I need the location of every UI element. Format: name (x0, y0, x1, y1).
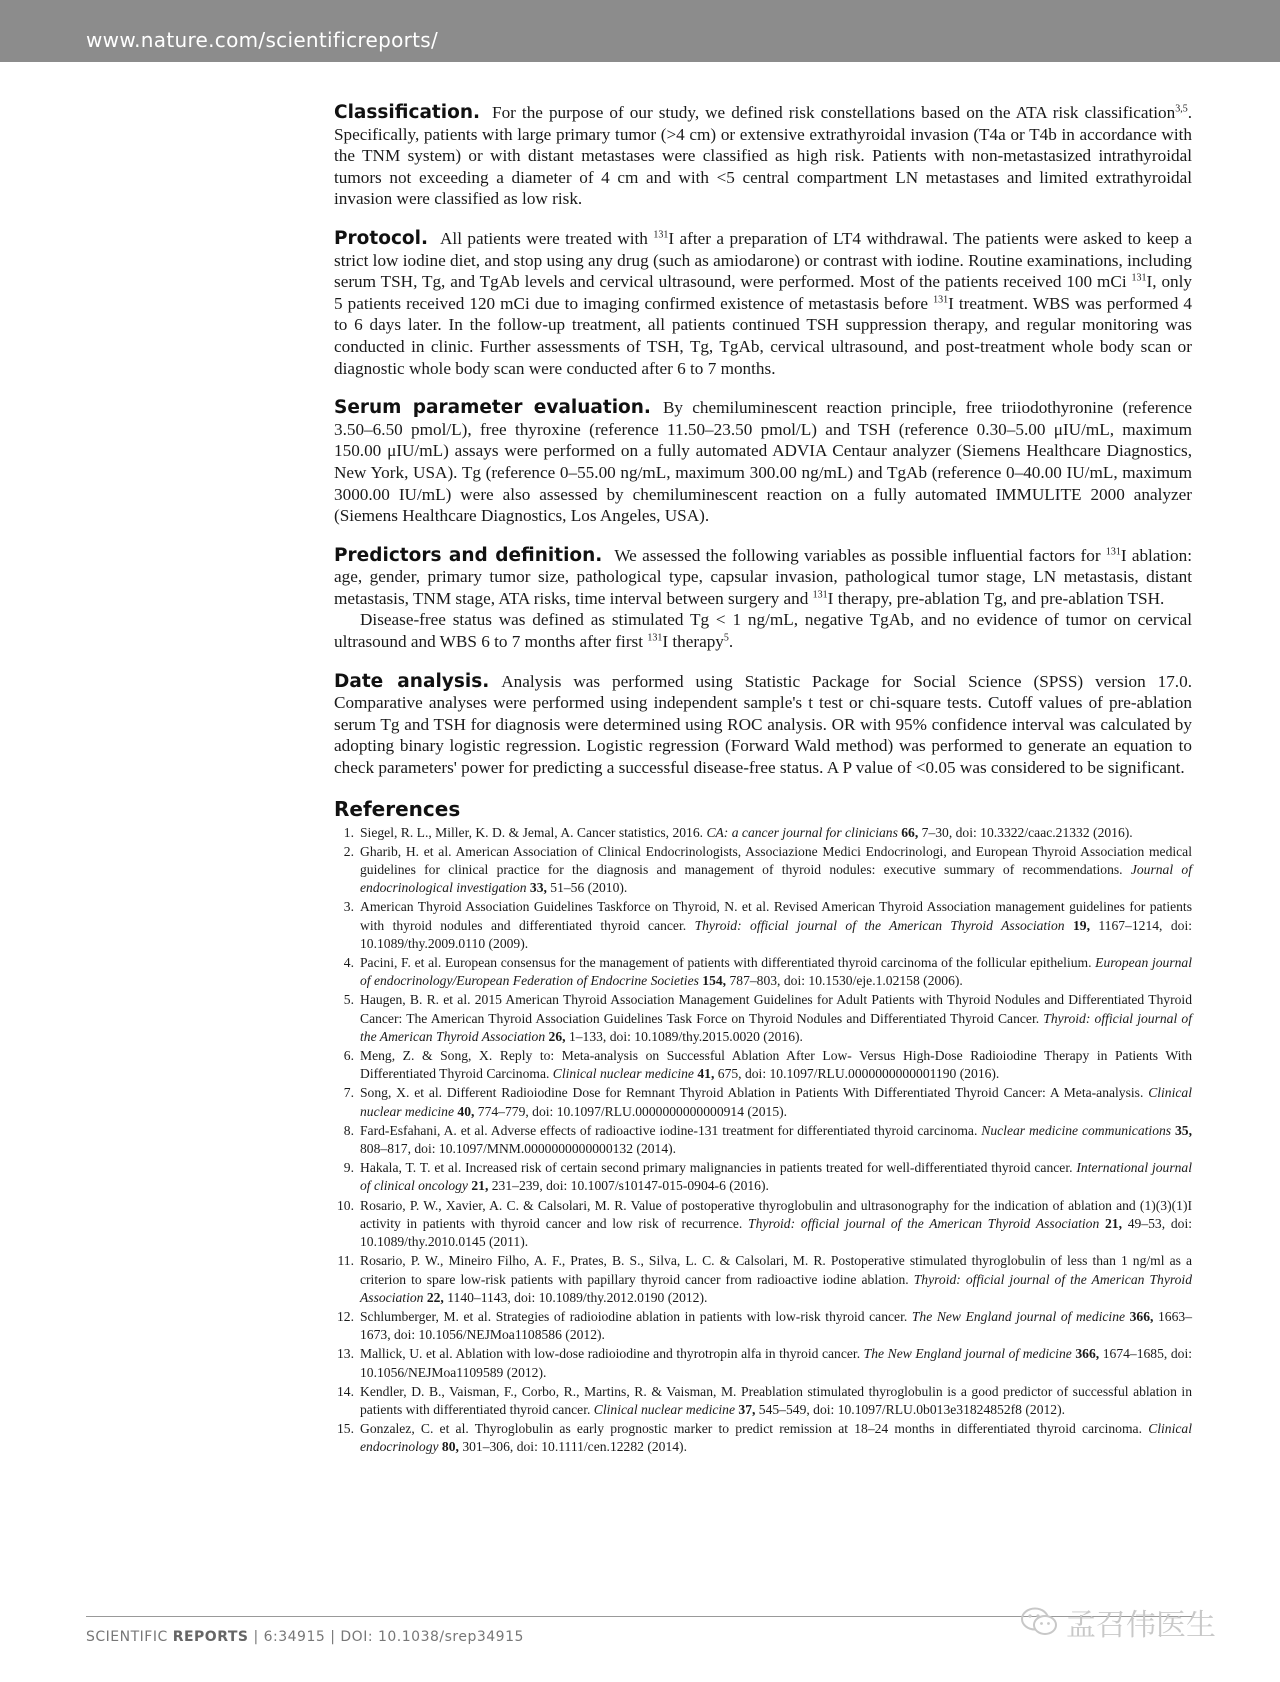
reference-item: 12. Schlumberger, M. et al. Strategies of radioiodine ablation in patients with low-risk thyroid cancer. The New England journal of medicine 366, 1663–1673, doi: 10.1056/NEJMoa1108586 (2012). (337, 1308, 1192, 1343)
section-predictors: Predictors and definition. We assessed the following variables as possible influential factors for $^{131}$I ablation: age, gender, primary tumor size, pathological type, capsular invasion, pathological tumor stage, LN metastasis, distant metastasis, TNM stage, ATA risks, time interval between surgery and $^{131}$I therapy, pre-ablation Tg, and pre-ablation TSH. Disease-free status was defined as stimulated Tg < 1 ng/mL, negative TgAb, and no evidence of tumor on cervical ultrasound and WBS 6 to 7 months after first $^{131}$I therapy$^5$. (334, 544, 1192, 652)
watermark (1020, 1600, 1216, 1644)
references-title: References (334, 796, 461, 821)
reference-item: 5. Haugen, B. R. et al. 2015 American Thyroid Association Management Guidelines for Adult Patients with Thyroid Nodules and Differentiated Thyroid Cancer: The American Thyroid Association Guidelines Task Force on Thyroid Nodules and Differentiated Thyroid Cancer. Thyroid: official journal of the American Thyroid Association 26, 1–133, doi: 10.1089/thy.2015.0020 (2016). (343, 992, 1192, 1044)
watermark-text: 孟召伟医生 (1066, 1608, 1216, 1643)
reference-list (334, 824, 1192, 1457)
reference-item: 6. Meng, Z. & Song, X. Reply to: Meta-analysis on Successful Ablation After Low- Versus High-Dose Radioiodine Therapy in Patients With Differentiated Thyroid Carcinoma. Clinical nuclear medicine 41, 675, doi: 10.1097/RLU.0000000000001190 (2016). (343, 1048, 1192, 1082)
footer: SCIENTIFIC REPORTS | 6:34915 | DOI: 10.1038/srep34915 (86, 1629, 524, 1645)
reference-item: 4. Pacini, F. et al. European consensus for the management of patients with differentiated thyroid carcinoma of the follicular epithelium. European journal of endocrinology/European Federation of Endocrine Societies 154, 787–803, doi: 10.1530/eje.1.02158 (2006). (343, 955, 1192, 989)
header-bar (0, 0, 1280, 62)
reference-item: 8. Fard-Esfahani, A. et al. Adverse effects of radioactive iodine-131 treatment for differentiated thyroid carcinoma. Nuclear medicine communications 35, 808–817, doi: 10.1097/MNM.0000000000000132 (2014). (343, 1122, 1193, 1157)
section-heading: Serum parameter evaluation. (334, 397, 651, 419)
reference-item: 3. American Thyroid Association Guidelines Taskforce on Thyroid, N. et al. Revised American Thyroid Association management guidelines for patients with thyroid nodules and differentiated thyroid cancer. Thyroid: official journal of the American Thyroid Association 19, 1167–1214, doi: 10.1089/thy.2009.0110 (2009). (343, 899, 1192, 951)
references-section (334, 797, 1192, 1457)
reference-item: 13. Mallick, U. et al. Ablation with low-dose radioiodine and thyrotropin alfa in thyroid cancer. The New England journal of medicine 366, 1674–1685, doi: 10.1056/NEJMoa1109589 (2012). (337, 1346, 1193, 1380)
section-classification: Classification. For the purpose of our study, we defined risk constellations based on the ATA risk classification$^{3,5}$. Specifically, patients with large primary tumor (>4 cm) or extensive extrathyroidal invasion (T4a or T4b in accordance with the TNM system) or with distant metastases were classified as high risk. Patients with non-metastasized intrathyroidal tumors not exceeding a diameter of 4 cm and with <5 central compartment LN metastases and limited extrathyroidal invasion were classified as low risk. (334, 102, 1192, 209)
reference-item: 11. Rosario, P. W., Mineiro Filho, A. F., Prates, B. S., Silva, L. C. & Calsolari, M. R. Postoperative stimulated thyroglobulin of less than 1 ng/ml as a criterion to spare low-risk patients with papillary thyroid cancer from radioactive iodine ablation. Thyroid: official journal of the American Thyroid Association 22, 1140–1143, doi: 10.1089/thy.2012.0190 (2012). (337, 1253, 1193, 1305)
section-heading: Predictors and definition. (334, 544, 603, 566)
reference-item: 15. Gonzalez, C. et al. Thyroglobulin as early prognostic marker to predict remission at 18–24 months in differentiated thyroid carcinoma. Clinical endocrinology 80, 301–306, doi: 10.1111/cen.12282 (2014). (337, 1421, 1192, 1455)
wechat-icon (1020, 1605, 1058, 1639)
reference-item: 7. Song, X. et al. Different Radioiodine Dose for Remnant Thyroid Ablation in Patients With Differentiated Thyroid Cancer: A Meta-analysis. Clinical nuclear medicine 40, 774–779, doi: 10.1097/RLU.0000000000000914 (2015). (343, 1085, 1192, 1119)
section-heading: Date analysis. (334, 670, 490, 692)
article-body (334, 102, 1192, 1458)
reference-item: 2. Gharib, H. et al. American Association of Clinical Endocrinologists, Associazione Medici Endocrinologi, and European Thyroid Association medical guidelines for clinical practice for the diagnosis and management of thyroid nodules: executive summary of recommendations. Journal of endocrinological investigation 33, 51–56 (2010). (343, 843, 1192, 896)
section-heading: Protocol. (334, 227, 428, 249)
section-analysis: Date analysis. Analysis was performed using Statistic Package for Social Science (SPSS) version 17.0. Comparative analyses were performed using independent sample's t test or chi-square tests. Cutoff values of pre-ablation serum Tg and TSH for diagnosis were determined using ROC analysis. OR with 95% confidence interval was calculated by adopting binary logistic regression. Logistic regression (Forward Wald method) was performed to generate an equation to check parameters' power for predicting a successful disease-free status. A P value of <0.05 was considered to be significant. (334, 670, 1192, 778)
section-heading: Classification. (334, 102, 481, 123)
section-protocol: Protocol. All patients were treated with $^{131}$I after a preparation of LT4 withdrawal. The patients were asked to keep a strict low iodine diet, and stop using any drug (such as amiodarone) or contrast with iodine. Routine examinations, including serum TSH, Tg, and TgAb levels and cervical ultrasound, were performed. Most of the patients received 100 mCi $^{131}$I, only 5 patients received 120 mCi due to imaging confirmed existence of metastasis before $^{131}$I treatment. WBS was performed 4 to 6 days later. In the follow-up treatment, all patients continued TSH suppression therapy, and regular monitoring was conducted in clinic. Further assessments of TSH, Tg, TgAb, cervical ultrasound, and post-treatment whole body scan or diagnostic whole body scan were conducted after 6 to 7 months. (334, 227, 1192, 378)
journal-url[interactable]: www.nature.com/scientificreports/ (86, 28, 439, 52)
section-serum: Serum parameter evaluation. By chemiluminescent reaction principle, free triiodothyronine (reference 3.50–6.50 pmol/L), free thyroxine (reference 11.50–23.50 pmol/L) and TSH (reference 0.30–5.00 μIU/mL, maximum 150.00 μIU/mL) assays were performed on a fully automated ADVIA Centaur analyzer (Siemens Healthcare Diagnostics, New York, USA). Tg (reference 0–55.00 ng/mL, maximum 300.00 ng/mL) and TgAb (reference 0–40.00 IU/mL, maximum 3000.00 IU/mL) were also assessed by chemiluminescent reaction on a fully automated IMMULITE 2000 analyzer (Siemens Healthcare Diagnostics, Los Angeles, USA). (334, 397, 1192, 526)
reference-item: 14. Kendler, D. B., Vaisman, F., Corbo, R., Martins, R. & Vaisman, M. Preablation stimulated thyroglobulin is a good predictor of successful ablation in patients with differentiated thyroid cancer. Clinical nuclear medicine 37, 545–549, doi: 10.1097/RLU.0b013e31824852f8 (2012). (337, 1383, 1192, 1417)
reference-item: 10. Rosario, P. W., Xavier, A. C. & Calsolari, M. R. Value of postoperative thyroglobulin and ultrasonography for the indication of ablation and (1)(3)(1)I activity in patients with thyroid cancer and low risk of recurrence. Thyroid: official journal of the American Thyroid Association 21, 49–53, doi: 10.1089/thy.2010.0145 (2011). (337, 1197, 1193, 1250)
reference-item: 1. Siegel, R. L., Miller, K. D. & Jemal, A. Cancer statistics, 2016. CA: a cancer journal for clinicians 66, 7–30, doi: 10.3322/caac.21332 (2016). (343, 824, 1133, 840)
reference-item: 9. Hakala, T. T. et al. Increased risk of certain second primary malignancies in patients treated for well-differentiated thyroid cancer. International journal of clinical oncology 21, 231–239, doi: 10.1007/s10147-015-0904-6 (2016). (343, 1160, 1193, 1194)
